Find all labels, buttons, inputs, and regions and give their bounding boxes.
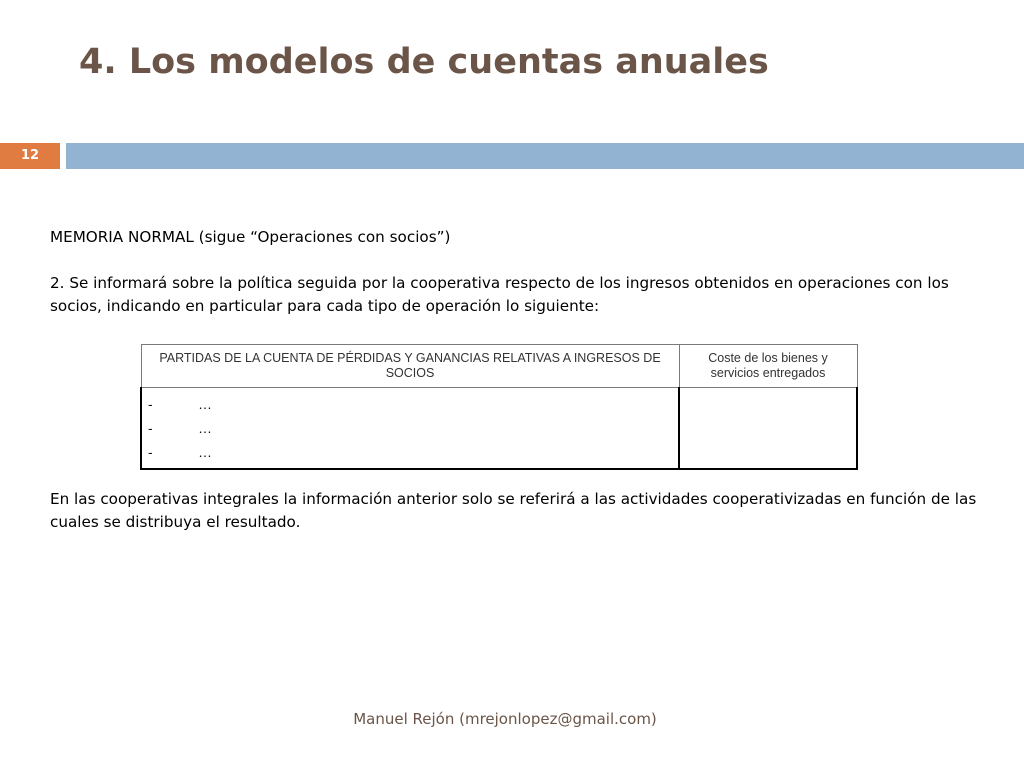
item-ellipsis: … [198, 420, 212, 436]
table-header-partidas: PARTIDAS DE LA CUENTA DE PÉRDIDAS Y GANANCIAS RELATIVAS A INGRESOS DE SOCIOS [141, 345, 679, 388]
table-row [141, 388, 857, 470]
income-table [140, 344, 858, 470]
item-dash: - [148, 420, 153, 436]
table-cell-partidas [141, 388, 679, 470]
item-ellipsis: … [198, 444, 212, 460]
table-header-row [141, 345, 857, 388]
paragraph-integrales: En las cooperativas integrales la información anterior solo se referirá a las actividades cooperativizadas en función de las cuales se distribuya el resultado. [50, 490, 977, 531]
footer-author: Manuel Rejón (mrejonlopez@gmail.com) [353, 710, 657, 728]
item-ellipsis: … [198, 396, 212, 412]
paragraph-policy: 2. Se informará sobre la política seguida por la cooperativa respecto de los ingresos obtenidos en operaciones con los socios, indicando en particular para cada tipo de operación lo siguiente: [50, 274, 949, 315]
income-table-container [140, 344, 858, 460]
section-heading: MEMORIA NORMAL (sigue “Operaciones con socios”) [50, 228, 451, 246]
list-item [148, 416, 672, 440]
slide-number-badge: 12 [0, 143, 60, 169]
slide-title: 4. Los modelos de cuentas anuales [79, 42, 769, 82]
item-dash: - [148, 396, 153, 412]
list-item [148, 392, 672, 416]
table-header-coste: Coste de los bienes y servicios entregados [679, 345, 857, 388]
table-cell-coste [679, 388, 857, 470]
list-item [148, 440, 672, 464]
header-bar [66, 143, 1024, 169]
item-dash: - [148, 444, 153, 460]
